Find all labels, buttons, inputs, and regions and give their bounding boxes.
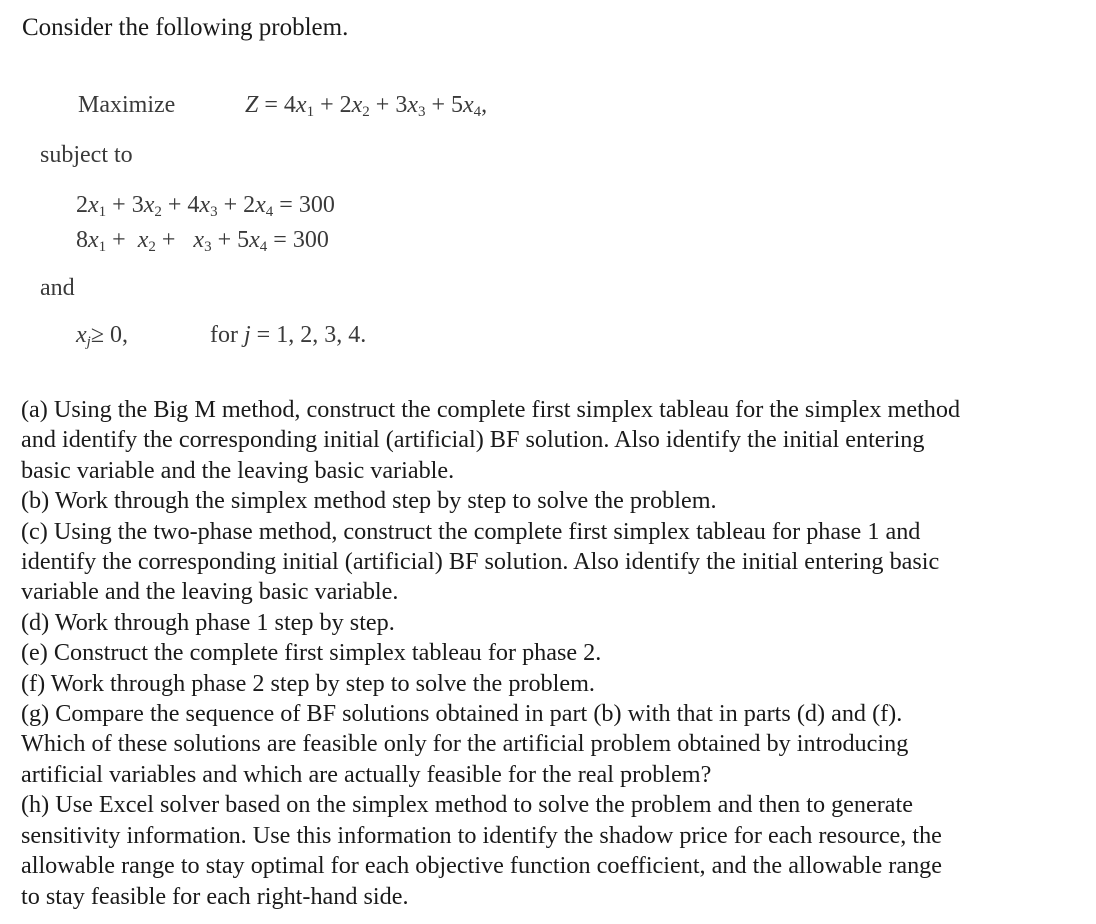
question-line: basic variable and the leaving basic variable.	[21, 456, 455, 484]
question-line: identify the corresponding initial (artificial) BF solution. Also identify the initial entering basic	[21, 548, 940, 576]
objective-term: + $2x_2$	[320, 92, 370, 120]
question-line: artificial variables and which are actually feasible for the real problem?	[21, 760, 712, 788]
index-condition: for j = 1, 2, 3, 4.	[210, 322, 367, 348]
question-line: variable and the leaving basic variable.	[21, 578, 399, 606]
constraint-2-rhs: 300	[292, 227, 329, 253]
objective-term: $4x_1$	[283, 92, 315, 120]
constraint-2: $8x_1 + x_2$ + $x_3 + 5x_4 = 300$	[76, 227, 329, 255]
maximize-label: Maximize	[78, 92, 176, 118]
question-line: (e) Construct the complete first simplex tableau for phase 2.	[21, 639, 602, 667]
question-line: (h) Use Excel solver based on the simplex method to solve the problem and then to generate	[21, 791, 913, 819]
constraint-1-rhs: 300	[298, 192, 335, 218]
question-line: allowable range to stay optimal for each objective function coefficient, and the allowable range	[21, 852, 942, 880]
question-line: (f) Work through phase 2 step by step to solve the problem.	[21, 669, 595, 697]
question-line: Which of these solutions are feasible only for the artificial problem obtained by introducing	[21, 730, 909, 758]
nonnegativity-constraint: $x_j\ge 0$,	[76, 322, 128, 350]
objective-lhs: Z	[245, 92, 259, 118]
question-line: and identify the corresponding initial (artificial) BF solution. Also identify the initial entering	[21, 426, 925, 454]
question-line: (a) Using the Big M method, construct the complete first simplex tableau for the simplex method	[21, 396, 961, 423]
and-label: and	[40, 275, 75, 301]
objective-function: $Z = 4x_1 + 2x_2 + 3x_3 + 5x_4$,	[245, 92, 488, 120]
subject-to-label: subject to	[40, 142, 133, 168]
question-line: (d) Work through phase 1 step by step.	[21, 608, 395, 636]
question-line: (c) Using the two-phase method, construct the complete first simplex tableau for phase 1 and	[21, 517, 921, 545]
question-line: (g) Compare the sequence of BF solutions obtained in part (b) with that in parts (d) and (f).	[21, 700, 903, 728]
question-line: sensitivity information. Use this information to identify the shadow price for each resource, the	[21, 821, 942, 849]
objective-term: + $3x_3$	[375, 92, 426, 120]
constraint-1: $2x_1 + 3x_2 + 4x_3 + 2x_4 = 300$	[76, 192, 335, 220]
intro-text: Consider the following problem.	[22, 14, 349, 41]
question-line: (b) Work through the simplex method step by step to solve the problem.	[21, 487, 717, 515]
question-parts	[21, 395, 1071, 912]
objective-term: + $5x_4$	[431, 92, 482, 120]
question-line: to stay feasible for each right-hand side.	[21, 882, 409, 910]
